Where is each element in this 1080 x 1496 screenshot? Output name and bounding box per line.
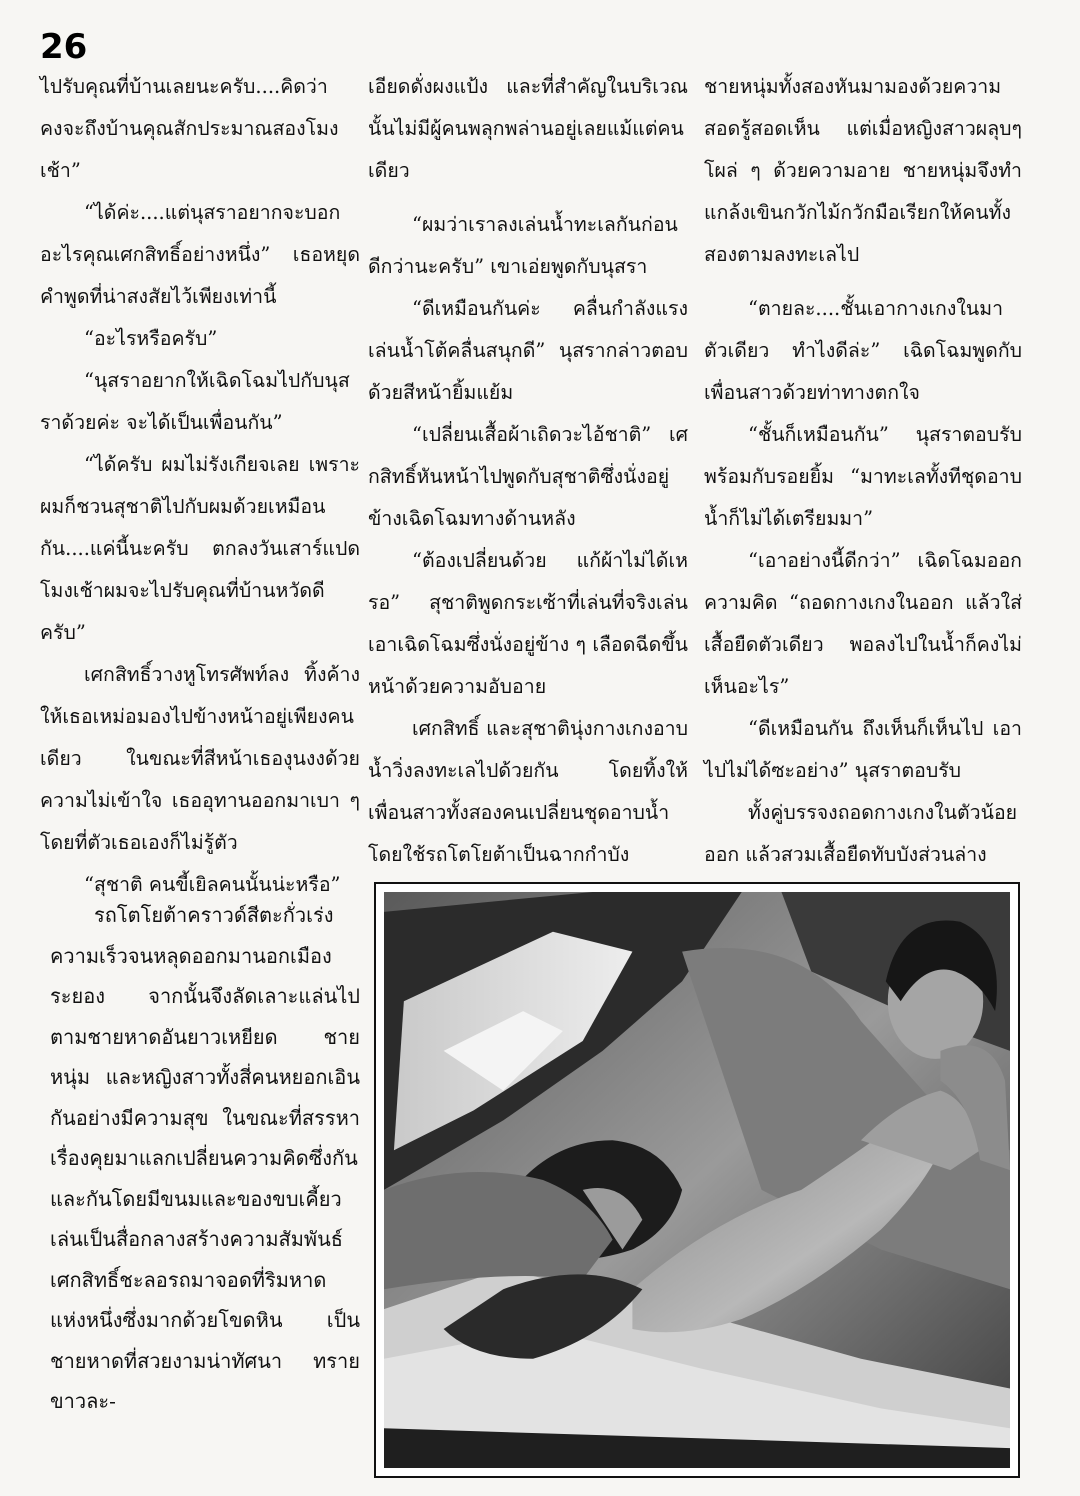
page-number: 26 xyxy=(40,27,88,67)
text-column-bottom-left xyxy=(50,895,360,1475)
paragraph: ไปรับคุณที่บ้านเลยนะครับ....คิดว่าคงจะถึงบ้านคุณสักประมาณสองโมงเช้า” xyxy=(40,75,339,182)
paragraph: “ได้ค่ะ....แต่นุสราอยากจะบอกอะไรคุณเศกสิทธิ์อย่างหนึ่ง” เธอหยุดคำพูดที่น่าสงสัยไว้เพียงเท่านี้ xyxy=(40,201,360,308)
paragraph: “ต้องเปลี่ยนด้วย แก้ผ้าไม่ได้เหรอ” สุชาติพูดกระเซ้าที่เล่นที่จริงเล่นเอาเฉิดโฉมซึ่งนั่งอยู่ข้าง ๆ เลือดฉีดขึ้นหน้าด้วยความอับอาย xyxy=(368,549,688,698)
paragraph: “เปลี่ยนเสื้อผ้าเถิดวะไอ้ชาติ” เศกสิทธิ์หันหน้าไปพูดกับสุชาติซึ่งนั่งอยู่ข้างเฉิดโฉมทางด้านหลัง xyxy=(368,423,688,530)
paragraph: “ได้ครับ ผมไม่รังเกียจเลย เพราะผมก็ชวนสุชาติไปกับผมด้วยเหมือนกัน....แค่นี้นะครับ ตกลงวันเสาร์แปดโมงเช้าผมจะไปรับคุณที่บ้านหวัดดีครับ” xyxy=(40,453,360,644)
text-column-2 xyxy=(368,66,688,866)
photo-frame xyxy=(374,882,1020,1478)
text-column-1 xyxy=(40,66,360,896)
paragraph: ทั้งคู่บรรจงถอดกางเกงในตัวน้อยออก แล้วสวมเสื้อยืดทับบังส่วนล่าง xyxy=(704,801,1018,866)
paragraph: “ชั้นก็เหมือนกัน” นุสราตอบรับพร้อมกับรอยยิ้ม “มาทะเลทั้งทีชุดอาบน้ำก็ไม่ได้เตรียมมา” xyxy=(704,423,1022,530)
paragraph: “ดีเหมือนกัน ถึงเห็นก็เห็นไป เอาไปไม่ได้ซะอย่าง” นุสราตอบรับ xyxy=(704,717,1022,782)
paragraph: ชายหนุ่มทั้งสองหันมามองด้วยความสอดรู้สอดเห็น แต่เมื่อหญิงสาวผลุบๆ โผล่ ๆ ด้วยความอาย ชายหนุ่มจึงทำแกล้งเขินกวักไม้กวักมือเรียกให้คนทั้งสองตามลงทะเลไป xyxy=(704,75,1022,266)
paragraph: เอียดดั่งผงแป้ง และที่สำคัญในบริเวณนั้นไม่มีผู้คนพลุกพล่านอยู่เลยแม้แต่คนเดียว xyxy=(368,75,688,182)
photo-couple-on-rocks-icon xyxy=(384,892,1010,1468)
paragraph: เศกสิทธิ์วางหูโทรศัพท์ลง ทิ้งค้างให้เธอเหม่อมองไปข้างหน้าอยู่เพียงคนเดียว ในขณะที่สีหน้าเธองุนงงด้วยความไม่เข้าใจ เธออุทานออกมาเบา ๆ โดยที่ตัวเธอเองก็ไม่รู้ตัว xyxy=(40,663,360,854)
paragraph: “ผมว่าเราลงเล่นน้ำทะเลกันก่อนดีกว่านะครับ” เขาเอ่ยพูดกับนุสรา xyxy=(368,213,678,278)
paragraph: “เอาอย่างนี้ดีกว่า” เฉิดโฉมออกความคิด “ถอดกางเกงในออก แล้วใส่เสื้อยืดตัวเดียว พอลงไปในน้ำก็คงไม่เห็นอะไร” xyxy=(704,549,1022,698)
paragraph: “ดีเหมือนกันค่ะ คลื่นกำลังแรงเล่นน้ำโต้คลื่นสนุกดี” นุสรากล่าวตอบด้วยสีหน้ายิ้มแย้ม xyxy=(368,297,688,404)
paragraph: รถโตโยต้าคราวด์สีตะกั่วเร่งความเร็วจนหลุดออกมานอกเมืองระยอง จากนั้นจึงลัดเลาะแล่นไปตามชายหาดอันยาวเหยียด ชายหนุ่ม และหญิงสาวทั้งสี่คนหยอกเอินกันอย่างมีความสุข ในขณะที่สรรหาเรื่องคุยมาแลกเปลี่ยนความคิดซึ่งกัน และกันโดยมีขนมและของขบเคี้ยวเล่นเป็นสื่อกลางสร้างความสัมพันธ์ เศกสิทธิ์ชะลอรถมาจอดที่ริมหาดแห่งหนึ่งซึ่งมากด้วยโขดหิน เป็นชายหาดที่สวยงามน่าทัศนา ทรายขาวละ- xyxy=(50,903,360,1413)
paragraph: “ตายละ....ชั้นเอากางเกงในมาตัวเดียว ทำไงดีล่ะ” เฉิดโฉมพูดกับเพื่อนสาวด้วยท่าทางตกใจ xyxy=(704,297,1022,404)
paragraph: “นุสราอยากให้เฉิดโฉมไปกับนุสราด้วยค่ะ จะได้เป็นเพื่อนกัน” xyxy=(40,369,350,434)
paragraph: เศกสิทธิ์ และสุชาตินุ่งกางเกงอาบน้ำวิ่งลงทะเลไปด้วยกัน โดยทิ้งให้เพื่อนสาวทั้งสองคนเปลี่ยนชุดอาบน้ำโดยใช้รถโตโยต้าเป็นฉากกำบัง xyxy=(368,717,688,866)
paragraph: “อะไรหรือครับ” xyxy=(84,327,218,350)
text-column-3 xyxy=(704,66,1022,866)
paragraph: “สุชาติ คนขี้เยิลคนนั้นน่ะหรือ” xyxy=(84,873,341,896)
